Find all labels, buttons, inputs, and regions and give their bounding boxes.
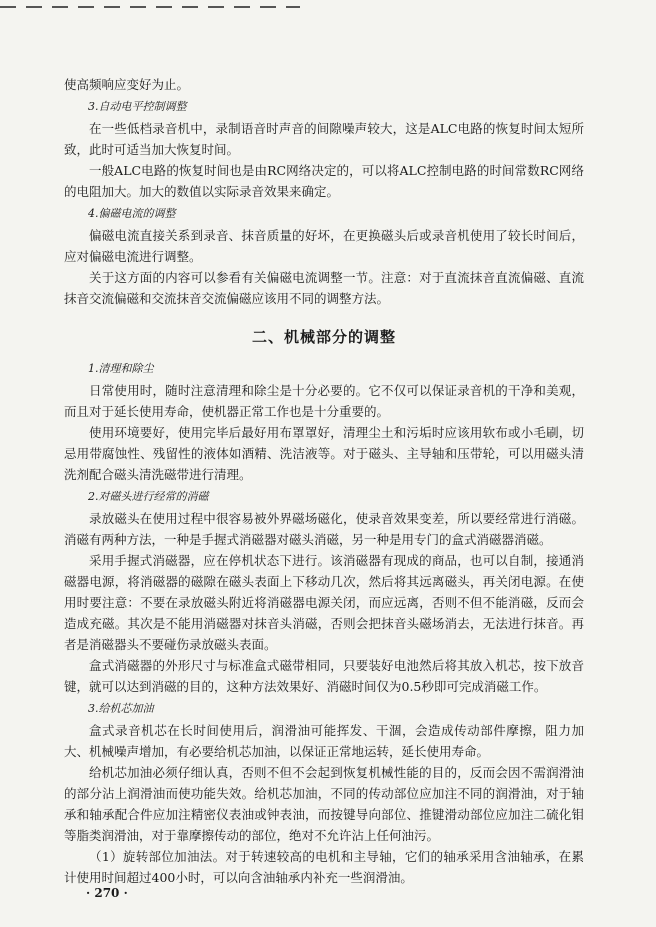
paragraph-carryover: 使高频响应变好为止。	[64, 77, 190, 92]
paragraph-bias-1: 偏磁电流直接关系到录音、抹音质量的好坏，在更换磁头后或录音机使用了较长时间后，应对偏磁电流进行调整。	[64, 228, 584, 264]
top-dash-rule	[0, 6, 300, 8]
subheading-oil: 3.给机芯加油	[88, 702, 154, 715]
paragraph-degauss-1: 录放磁头在使用过程中很容易被外界磁场磁化，使录音效果变差，所以要经常进行消磁。消磁有两种方法，一种是手握式消磁器对磁头消磁，另一种是用专门的盒式消磁器消磁。	[64, 511, 584, 547]
subheading-degauss: 2.对磁头进行经常的消磁	[88, 490, 209, 503]
paragraph-alc-1: 在一些低档录音机中，录制语音时声音的间隙噪声较大，这是ALC电路的恢复时间太短所致，此时可适当加大恢复时间。	[64, 121, 584, 157]
page-body	[64, 74, 584, 888]
paragraph-oil-3: （1）旋转部位加油法。对于转速较高的电机和主导轴，它们的轴承采用含油轴承，在累计使用时间超过400小时，可以向含油轴承内补充一些润滑油。	[64, 849, 584, 885]
paragraph-oil-1: 盒式录音机芯在长时间使用后，润滑油可能挥发、干涸，会造成传动部件摩擦，阻力加大、机械噪声增加，有必要给机芯加油，以保证正常地运转，延长使用寿命。	[64, 723, 584, 759]
paragraph-clean-2: 使用环境要好，使用完毕后最好用布罩罩好，清理尘土和污垢时应该用软布或小毛刷，切忌用带腐蚀性、残留性的液体如酒精、洗洁液等。对于磁头、主导轴和压带轮，可以用磁头清洗剂配合磁头清洗磁带进行清理。	[64, 425, 584, 482]
paragraph-degauss-3: 盒式消磁器的外形尺寸与标准盒式磁带相同，只要装好电池然后将其放入机芯，按下放音键，就可以达到消磁的目的，这种方法效果好、消磁时间仅为0.5秒即可完成消磁工作。	[64, 658, 584, 694]
subheading-clean: 1.清理和除尘	[88, 362, 154, 375]
paragraph-bias-2: 关于这方面的内容可以参看有关偏磁电流调整一节。注意：对于直流抹音直流偏磁、直流抹音交流偏磁和交流抹音交流偏磁应该用不同的调整方法。	[64, 270, 584, 306]
section-title: 二、机械部分的调整	[251, 328, 396, 346]
page-number: · 270 ·	[86, 886, 128, 900]
paragraph-alc-2: 一般ALC电路的恢复时间也是由RC网络决定的，可以将ALC控制电路的时间常数RC网络的电阻加大。加大的数值以实际录音效果来确定。	[64, 163, 584, 199]
subheading-alc: 3.自动电平控制调整	[88, 100, 187, 113]
paragraph-clean-1: 日常使用时，随时注意清理和除尘是十分必要的。它不仅可以保证录音机的干净和美观，而且对于延长使用寿命，使机器正常工作也是十分重要的。	[64, 383, 584, 419]
subheading-bias: 4.偏磁电流的调整	[88, 207, 176, 220]
paragraph-oil-2: 给机芯加油必须仔细认真，否则不但不会起到恢复机械性能的目的，反而会因不需润滑油的部分沾上润滑油而使功能失效。给机芯加油，不同的传动部位应加注不同的润滑油，对于轴承和轴承配合件应加注精密仪表油或钟表油，而按键导向部位、推键滑动部位应加注二硫化钼等脂类润滑油，对于靠摩擦传动的部位，绝对不允许沾上任何油污。	[64, 765, 584, 843]
paragraph-degauss-2: 采用手握式消磁器，应在停机状态下进行。该消磁器有现成的商品，也可以自制，接通消磁器电源，将消磁器的磁隙在磁头表面上下移动几次，然后将其远离磁头，再关闭电源。在使用时要注意：不要在录放磁头附近将消磁器电源关闭，而应远离，否则不但不能消磁，反而会造成充磁。其次是不能用消磁器对抹音头消磁，否则会把抹音头磁场消去，无法进行抹音。再者是消磁器头不要碰伤录放磁头表面。	[64, 553, 584, 652]
